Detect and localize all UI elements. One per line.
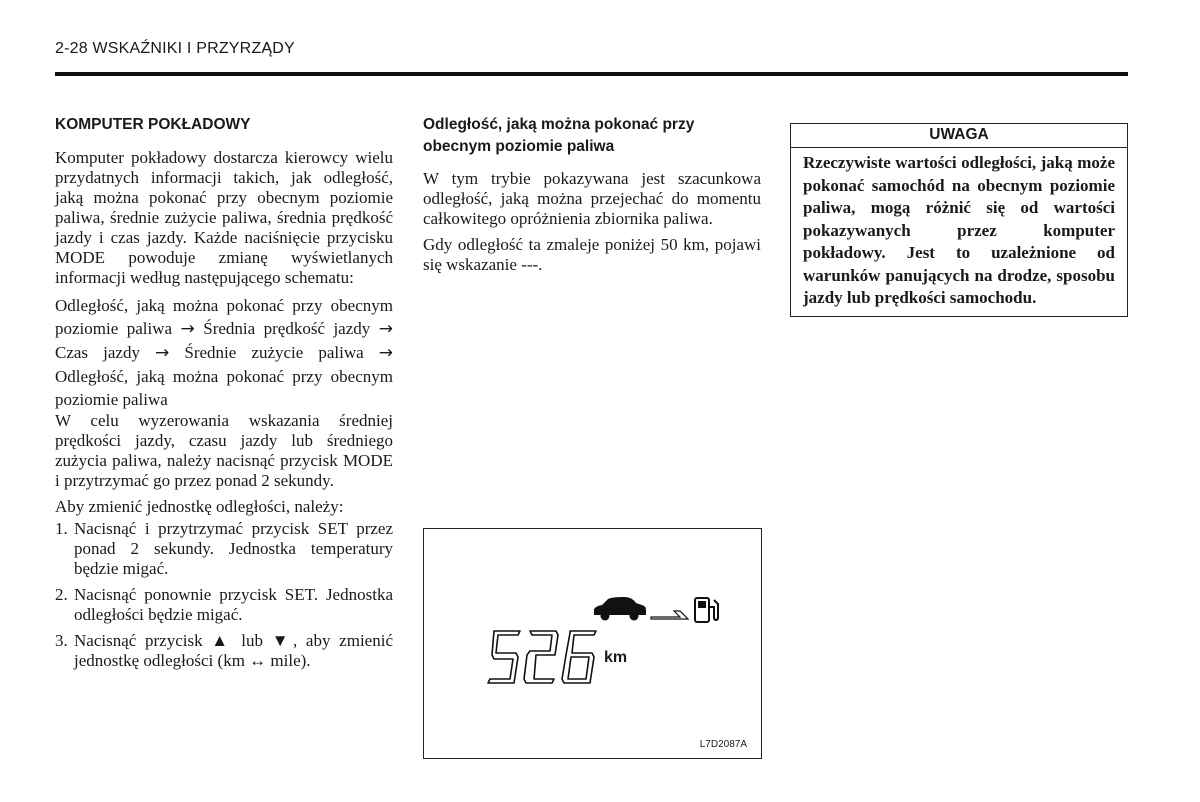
cycle-item: Średnia prędkość jazdy xyxy=(203,318,371,338)
arrow-right-icon: → xyxy=(155,342,170,363)
unit-change-intro: Aby zmienić jednostkę odległości, należy: xyxy=(55,496,344,516)
warning-title: UWAGA xyxy=(791,124,1127,148)
car-icon xyxy=(590,595,648,621)
low-range-paragraph: Gdy odległość ta zmaleje poniżej 50 km, pojawi się wskazanie ---. xyxy=(423,235,761,275)
unit-change-steps xyxy=(55,519,393,671)
distance-readout-digits xyxy=(486,625,604,689)
list-item xyxy=(55,631,393,671)
step-text: Nacisnąć ponownie przycisk SET. Jednostka odległości będzie migać. xyxy=(74,584,393,624)
section-heading-range: Odległość, jaką można pokonać przy obecnym poziomie paliwa xyxy=(423,116,695,155)
arrow-right-icon: → xyxy=(378,342,394,363)
distance-unit: km xyxy=(604,649,628,666)
list-item xyxy=(55,519,393,579)
warning-body: Rzeczywiste wartości odległości, jaką może pokonać samochód na obecnym poziomie paliwa, mogą różnić się od wartości pokazywanych przez komputer pokładowy. Jest to uzależnione od warunków panujących na drodze, sposobu jazdy lub prędkości samochodu. xyxy=(803,153,1115,307)
step-number: 1. xyxy=(55,518,68,538)
step-text: Nacisnąć przycisk ▲ lub ▼, aby zmienić jednostkę odległości (km ↔ mile). xyxy=(74,630,393,670)
reset-paragraph: W celu wyzerowania wskazania średniej prędkości jazdy, czasu jazdy lub średniego zużycia paliwa, należy nacisnąć przycisk MODE i przytrzymać go przez ponad 2 sekundy. xyxy=(55,410,393,490)
fuel-pump-icon xyxy=(692,595,722,625)
step-text: Nacisnąć i przytrzymać przycisk SET przez ponad 2 sekundy. Jednostka temperatury będzie migać. xyxy=(74,518,393,578)
arrow-right-icon: → xyxy=(180,318,195,339)
display-illustration xyxy=(423,528,762,759)
arrow-right-icon xyxy=(650,607,690,623)
list-item xyxy=(55,585,393,625)
page-header: 2-28 WSKAŹNIKI I PRZYRZĄDY xyxy=(55,40,295,57)
cycle-item: Odległość, jaką można pokonać przy obecnym poziomie paliwa xyxy=(55,295,393,338)
intro-paragraph: Komputer pokładowy dostarcza kierowcy wielu przydatnych informacji takich, jak odległość, jaką można pokonać przy obecnym poziomie paliwa, średnie zużycie paliwa, średnia prędkość jazdy i czas jazdy. Każde naciśnięcie przycisku MODE powoduje zmianę wyświetlanych informacji według następującego schematu: xyxy=(55,147,393,287)
middle-column xyxy=(423,114,761,281)
cycle-item: Odległość, jaką można pokonać przy obecnym poziomie paliwa xyxy=(55,366,393,409)
step-number: 2. xyxy=(55,584,68,604)
cycle-item: Czas jazdy xyxy=(55,342,140,362)
figure-code: L7D2087A xyxy=(699,739,747,750)
section-heading-trip-computer: KOMPUTER POKŁADOWY xyxy=(55,116,251,133)
mode-cycle-sequence xyxy=(55,294,393,411)
warning-box xyxy=(790,123,1128,317)
arrow-right-icon: → xyxy=(378,318,393,339)
header-rule xyxy=(55,72,1128,76)
left-column xyxy=(55,114,393,677)
range-paragraph: W tym trybie pokazywana jest szacunkowa odległość, jaką można przejechać do momentu całkowitego opróżnienia zbiornika paliwa. xyxy=(423,169,761,229)
cycle-item: Średnie zużycie paliwa xyxy=(184,342,364,362)
step-number: 3. xyxy=(55,630,68,650)
